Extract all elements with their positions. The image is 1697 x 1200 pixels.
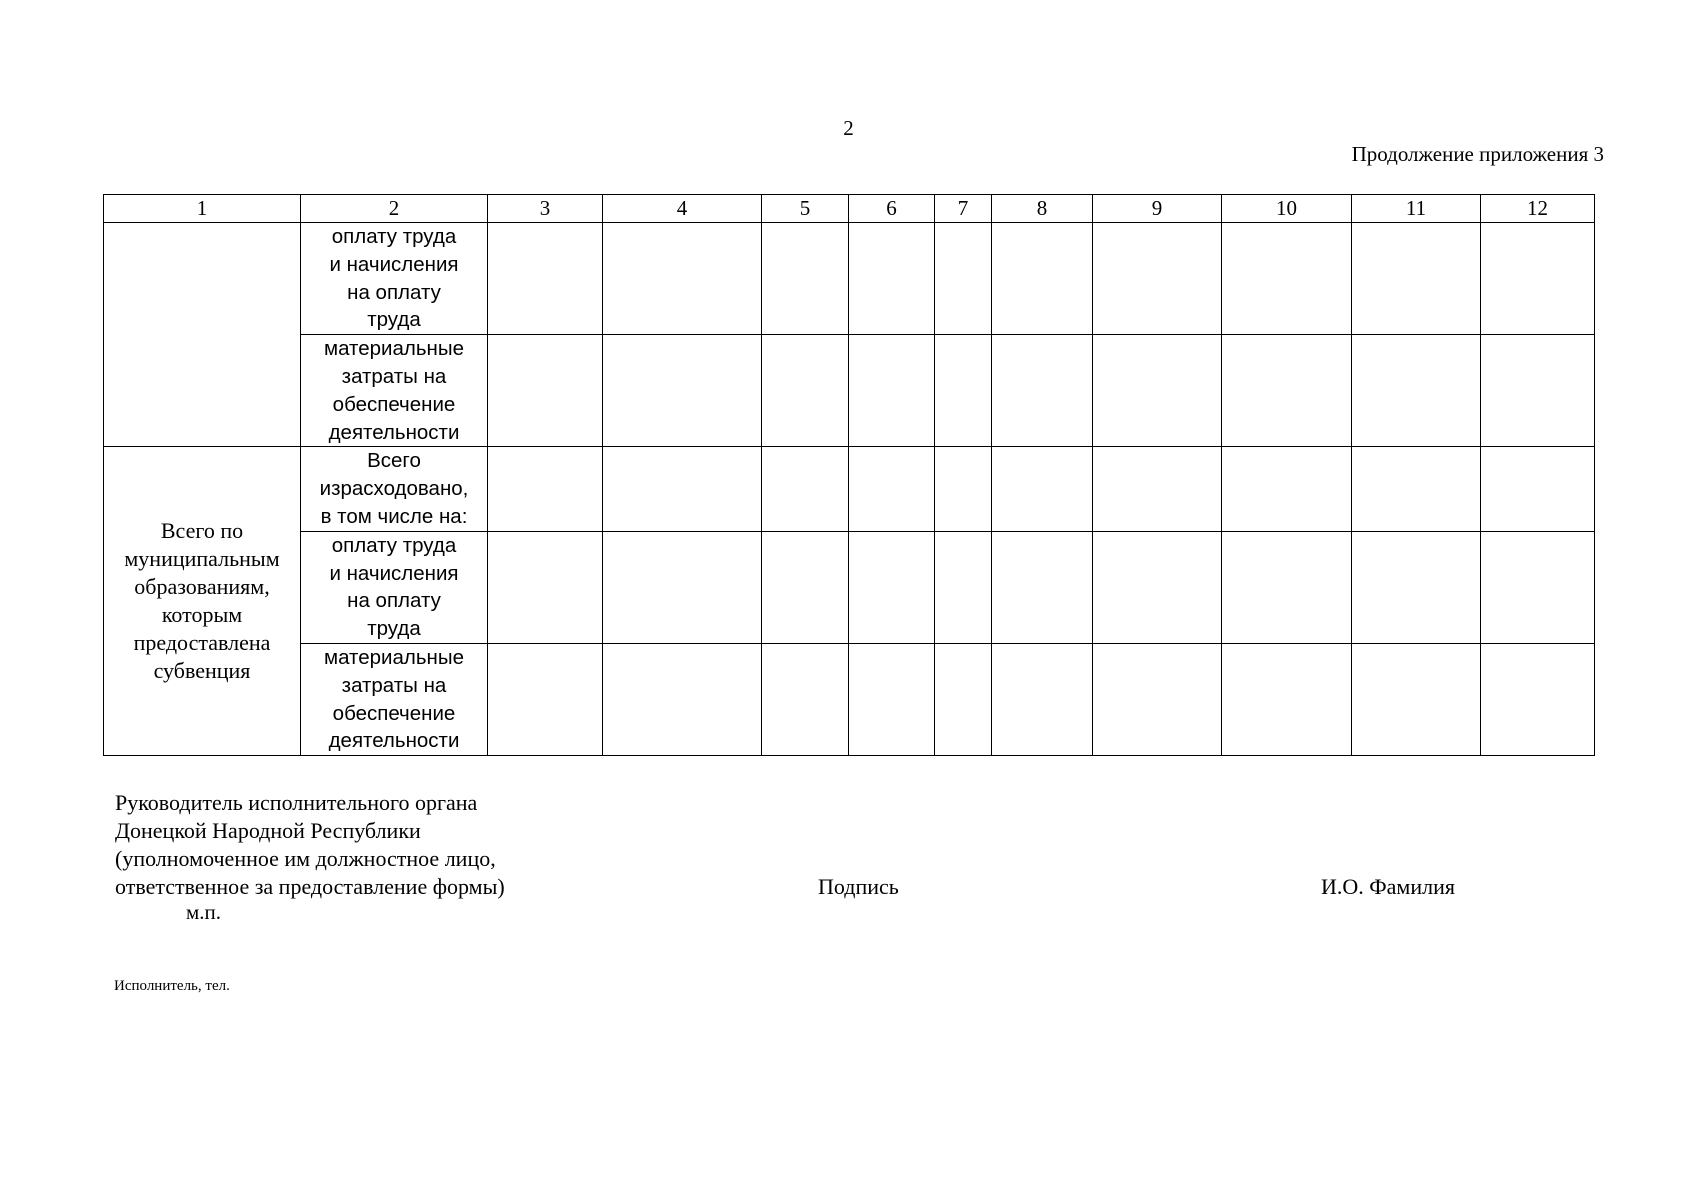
empty-value-cell (849, 335, 935, 447)
empty-value-cell (935, 447, 992, 531)
empty-value-cell (488, 335, 603, 447)
column-number: 1 (104, 195, 301, 223)
column-number: 10 (1222, 195, 1352, 223)
table-row (104, 335, 1595, 447)
empty-value-cell (1352, 223, 1481, 335)
empty-value-cell (762, 643, 849, 755)
signatory-title-line: Донецкой Народной Республики (115, 818, 421, 843)
empty-value-cell (992, 335, 1093, 447)
signatory-title-line: Руководитель исполнительного органа (115, 790, 478, 815)
empty-value-cell (935, 223, 992, 335)
empty-value-cell (849, 447, 935, 531)
empty-value-cell (1222, 335, 1352, 447)
appendix-continuation-label: Продолжение приложения 3 (1351, 142, 1604, 166)
empty-value-cell (1222, 531, 1352, 643)
expense-category-cell: оплату труда и начисления на оплату труда (301, 531, 488, 643)
signature-label: Подпись (818, 874, 899, 899)
executor-phone-label: Исполнитель, тел. (114, 978, 230, 994)
report-table (103, 194, 1595, 756)
empty-value-cell (603, 447, 762, 531)
empty-value-cell (1352, 643, 1481, 755)
empty-value-cell (603, 223, 762, 335)
empty-value-cell (762, 335, 849, 447)
column-number: 12 (1481, 195, 1595, 223)
empty-value-cell (1222, 447, 1352, 531)
empty-value-cell (1352, 447, 1481, 531)
empty-value-cell (488, 643, 603, 755)
empty-value-cell (1481, 447, 1595, 531)
table-body (104, 223, 1595, 756)
empty-value-cell (762, 223, 849, 335)
signatory-title-line: ответственное за предоставление формы) (115, 874, 505, 899)
empty-value-cell (488, 223, 603, 335)
empty-value-cell (1352, 335, 1481, 447)
empty-value-cell (1093, 335, 1222, 447)
empty-value-cell (1222, 223, 1352, 335)
column-number: 11 (1352, 195, 1481, 223)
signatory-title-line: (уполномоченное им должностное лицо, (115, 846, 496, 871)
empty-value-cell (1481, 643, 1595, 755)
table-row (104, 531, 1595, 643)
group-label-cell (104, 223, 301, 447)
empty-value-cell (992, 531, 1093, 643)
column-number: 5 (762, 195, 849, 223)
empty-value-cell (1093, 531, 1222, 643)
empty-value-cell (935, 643, 992, 755)
column-number: 4 (603, 195, 762, 223)
table-row (104, 643, 1595, 755)
table-row (104, 447, 1595, 531)
empty-value-cell (1222, 643, 1352, 755)
empty-value-cell (935, 335, 992, 447)
empty-value-cell (603, 335, 762, 447)
empty-value-cell (992, 447, 1093, 531)
empty-value-cell (992, 643, 1093, 755)
empty-value-cell (762, 531, 849, 643)
column-number: 9 (1093, 195, 1222, 223)
empty-value-cell (603, 643, 762, 755)
column-number: 6 (849, 195, 935, 223)
expense-category-cell: материальные затраты на обеспечение деятельности (301, 335, 488, 447)
empty-value-cell (762, 447, 849, 531)
empty-value-cell (1481, 335, 1595, 447)
table-row (104, 223, 1595, 335)
empty-value-cell (1352, 531, 1481, 643)
empty-value-cell (1093, 447, 1222, 531)
empty-value-cell (849, 223, 935, 335)
empty-value-cell (992, 223, 1093, 335)
empty-value-cell (1093, 223, 1222, 335)
group-label-cell: Всего по муниципальным образованиям, которым предоставлена субвенция (104, 447, 301, 756)
column-number-row (104, 195, 1595, 223)
empty-value-cell (488, 447, 603, 531)
column-number: 3 (488, 195, 603, 223)
signatory-title (115, 789, 505, 901)
column-number: 8 (992, 195, 1093, 223)
column-number: 7 (935, 195, 992, 223)
expense-category-cell: оплату труда и начисления на оплату труда (301, 223, 488, 335)
empty-value-cell (1481, 531, 1595, 643)
empty-value-cell (603, 531, 762, 643)
empty-value-cell (1093, 643, 1222, 755)
empty-value-cell (849, 531, 935, 643)
expense-category-cell: материальные затраты на обеспечение деятельности (301, 643, 488, 755)
name-label: И.О. Фамилия (1321, 874, 1455, 899)
expense-category-cell: Всего израсходовано, в том числе на: (301, 447, 488, 531)
empty-value-cell (488, 531, 603, 643)
empty-value-cell (935, 531, 992, 643)
stamp-place-label: м.п. (186, 900, 222, 924)
column-number: 2 (301, 195, 488, 223)
empty-value-cell (849, 643, 935, 755)
empty-value-cell (1481, 223, 1595, 335)
page-number: 2 (843, 116, 854, 140)
